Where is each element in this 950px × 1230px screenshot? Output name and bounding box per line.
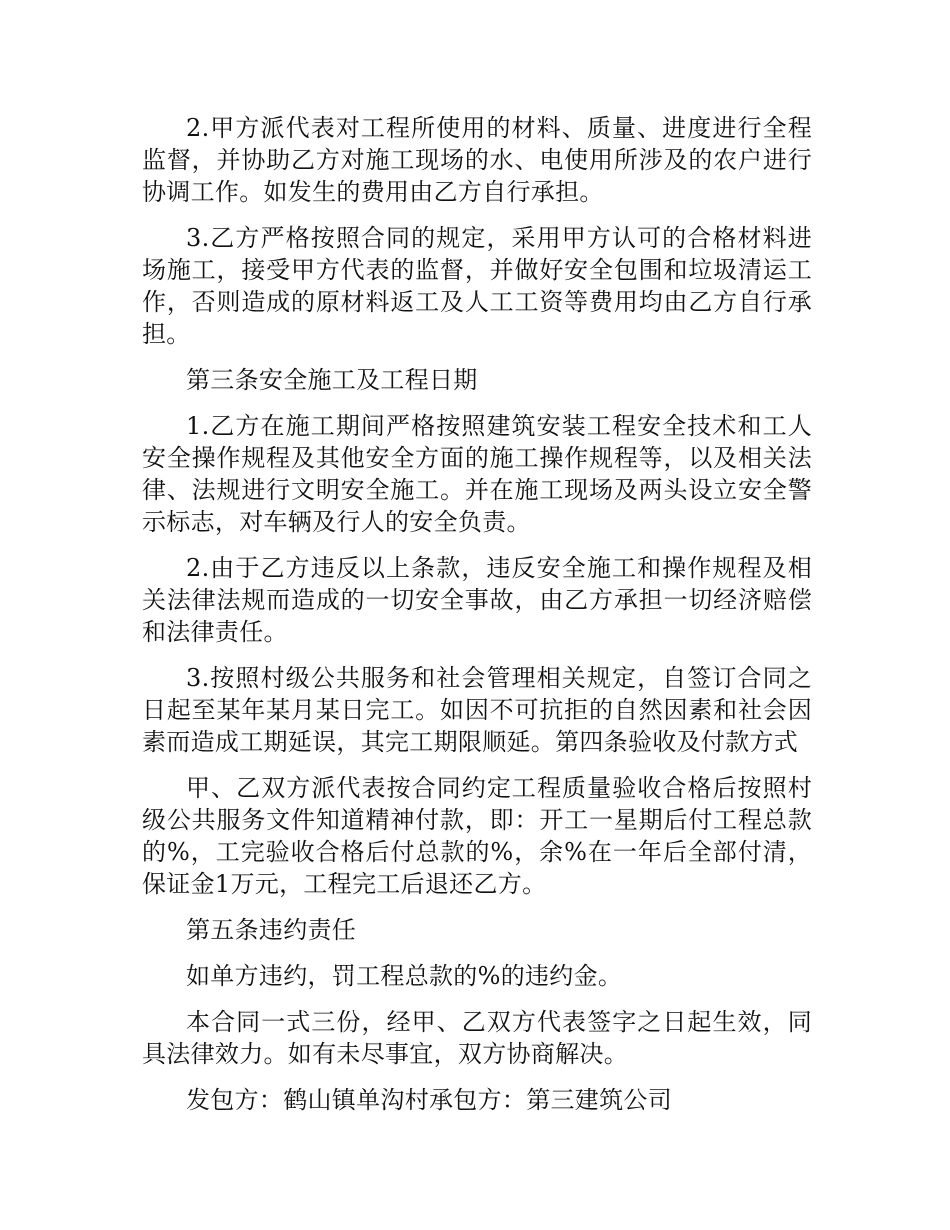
paragraph-penalty: 如单方违约，罚工程总款的%的违约金。 [186,962,623,990]
paragraph-safety-2: 2.由于乙方违反以上条款，违反安全施工和操作规程及相关法律法规而造成的一切安全事故，由乙方承担一切经济赔偿和法律责任。 [142,554,812,646]
paragraph-schedule-3: 3.按照村级公共服务和社会管理相关规定，自签订合同之日起至某年某月某日完工。如因不可抗拒的自然因素和社会因素而造成工期延误，其完工期限顺延。第四条验收及付款方式 [142,664,812,756]
paragraph-clause-3-materials: 3.乙方严格按照合同的规定，采用甲方认可的合格材料进场施工，接受甲方代表的监督，并做好安全包围和垃圾清运工作，否则造成的原材料返工及人工工资等费用均由乙方自行承担。 [142,224,812,348]
paragraph-effectiveness: 本合同一式三份，经甲、乙双方代表签字之日起生效，同具法律效力。如有未尽事宜，双方协商解决。 [142,1008,812,1068]
paragraph-clause-2-supervision: 2.甲方派代表对工程所使用的材料、质量、进度进行全程监督，并协助乙方对施工现场的水、电使用所涉及的农户进行协调工作。如发生的费用由乙方自行承担。 [142,114,812,206]
paragraph-parties: 发包方：鹤山镇单沟村承包方：第三建筑公司 [186,1086,672,1114]
section-heading-article-5: 第五条违约责任 [186,916,357,944]
paragraph-payment: 甲、乙双方派代表按合同约定工程质量验收合格后按照村级公共服务文件知道精神付款，即：开工一星期后付工程总款的%，工完验收合格后付总款的%，余%在一年后全部付清，保证金1万元，工程完工后退还乙方。 [142,774,812,898]
paragraph-safety-1: 1.乙方在施工期间严格按照建筑安装工程安全技术和工人安全操作规程及其他安全方面的施工操作规程等，以及相关法律、法规进行文明安全施工。并在施工现场及两头设立安全警示标志，对车辆及行人的安全负责。 [142,412,812,536]
section-heading-article-3: 第三条安全施工及工程日期 [186,366,478,394]
document-body [142,112,812,1130]
